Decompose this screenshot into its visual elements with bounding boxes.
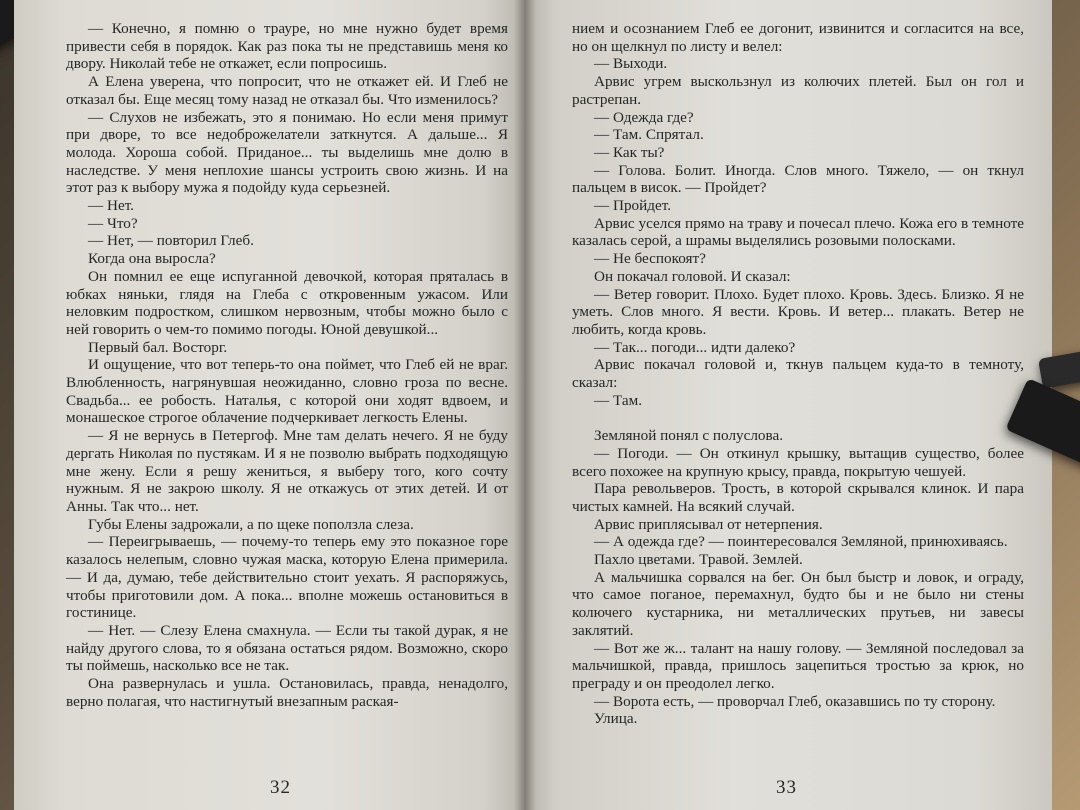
paragraph: — Выходи.: [594, 55, 668, 73]
section-break: [572, 409, 1024, 427]
paragraph: Арвис приплясывал от нетерпения.: [594, 515, 823, 533]
paragraph: — Вот же ж... талант на нашу голову. — Земляной последовал за мальчишкой, правда, пришлось зацепиться тростью за крюк, но преграду и он преодолел легко.: [572, 639, 1024, 692]
paragraph: Арвис уселся прямо на траву и почесал плечо. Кожа его в темноте казалась серой, а шрамы выделялись розовыми полосками.: [572, 214, 1024, 250]
paragraph: — Ворота есть, — проворчал Глеб, оказавшись по ту сторону.: [594, 692, 996, 710]
paragraph: А мальчишка сорвался на бег. Он был быстр и ловок, и ограду, что самое поганое, перемахнул, будто бы и не было ни стены колючего кустарника, ни металлических прутьев, ни завесы заклятий.: [572, 568, 1024, 639]
paragraph: Он помнил ее еще испуганной девочкой, которая пряталась в юбках няньки, глядя на Глеба с откровенным ужасом. Или неловким подростком, слишком нервозным, чтобы можно было с ней говорить о чем-то помимо погоды. Юной девушкой...: [66, 267, 508, 338]
paragraph: — Пройдет.: [594, 197, 672, 215]
paragraph: — Слухов не избежать, это я понимаю. Но если меня примут при дворе, то все недоброжелатели заткнутся. А дальше... Я молода. Хороша собой. Приданое... ты выделишь мне долю в наследстве. У меня неплохие шансы устроить свою жизнь. И на этот раз к выбору мужа я подойду куда серьезней.: [66, 108, 508, 197]
paragraph: — Там.: [594, 391, 643, 409]
paragraph: — Переигрываешь, — почему-то теперь ему это показное горе казалось нелепым, словно чужая маска, которую Елена примерила. — И да, думаю, тебе действительно стоит уехать. Я распоряжусь, чтобы приготовили дом. А пока... вполне можешь остановиться в гостинице.: [66, 533, 508, 622]
paragraph: — Погоди. — Он откинул крышку, вытащив существо, более всего похожее на крупную крысу, правда, покрытую чешуей.: [572, 444, 1024, 480]
page-number-left: 32: [270, 777, 291, 798]
right-page-text: [572, 20, 1024, 728]
paragraph: — Так... погоди... идти далеко?: [594, 338, 796, 356]
paragraph: — Не беспокоят?: [594, 250, 706, 268]
paragraph: Улица.: [594, 710, 638, 728]
book-gutter-shadow: [514, 0, 536, 810]
paragraph: — Нет.: [88, 197, 134, 215]
paragraph: Арвис угрем выскользнул из колючих плетей. Был он гол и растрепан.: [572, 73, 1024, 108]
paragraph: — Я не вернусь в Петергоф. Мне там делать нечего. Я не буду дергать Николая по пустякам. И я не позволю выбрать подходящую мне жену. Если я решу жениться, я выберу того, кого сочту нужным. Я не закрою школу. Я не откажусь от этих детей. И от Анны. Так что... нет.: [66, 427, 508, 515]
right-page: [524, 0, 1052, 810]
page-number-right: 33: [776, 777, 797, 798]
paragraph: — Там. Спрятал.: [594, 126, 704, 144]
paragraph: Земляной понял с полуслова.: [594, 427, 784, 445]
paragraph: Губы Елены задрожали, а по щеке поползла слеза.: [88, 515, 414, 533]
left-page: [14, 0, 524, 810]
paragraph: Арвис покачал головой и, ткнув пальцем куда-то в темноту, сказал:: [572, 356, 1024, 392]
paragraph: Она развернулась и ушла. Остановилась, правда, ненадолго, верно полагая, что настигнутый внезапным раская-: [66, 675, 508, 710]
paragraph: А Елена уверена, что попросит, что не откажет ей. И Глеб не отказал бы. Еще месяц тому назад не отказал бы. Что изменилось?: [66, 73, 508, 108]
paragraph: Он покачал головой. И сказал:: [594, 267, 791, 285]
paragraph: Первый бал. Восторг.: [88, 338, 228, 356]
paragraph: нием и осознанием Глеб ее догонит, извинится и согласится на все, но он щелкнул по листу и велел:: [572, 20, 1024, 55]
left-page-text: [66, 20, 508, 710]
paragraph: Пара револьверов. Трость, в которой скрывался клинок. И пара чистых камней. На всякий случай.: [572, 480, 1024, 515]
paragraph: — Одежда где?: [594, 108, 694, 126]
paragraph: — Что?: [88, 214, 138, 232]
paragraph: — Голова. Болит. Иногда. Слов много. Тяжело, — он ткнул пальцем в висок. — Пройдет?: [572, 161, 1024, 197]
paragraph: Пахло цветами. Травой. Землей.: [594, 551, 803, 569]
paragraph: — А одежда где? — поинтересовался Земляной, принюхиваясь.: [594, 533, 1008, 551]
paragraph: — Как ты?: [594, 143, 665, 161]
paragraph: — Нет. — Слезу Елена смахнула. — Если ты такой дурак, я не найду другого слова, то я обязана остаться рядом. Возможно, скоро ты поймешь, насколько все не так.: [66, 621, 508, 675]
paragraph: — Ветер говорит. Плохо. Будет плохо. Кровь. Здесь. Близко. Я не уметь. Слов много. Я вести. Кровь. И ветер... плакать. Ветер не любить, когда кровь.: [572, 285, 1024, 338]
paragraph: — Конечно, я помню о трауре, но мне нужно будет время привести себя в порядок. Как раз пока ты не представишь меня ко двору. Николай тебе не откажет, если попросишь.: [66, 20, 508, 73]
paragraph: — Нет, — повторил Глеб.: [88, 232, 254, 250]
paragraph: Когда она выросла?: [88, 250, 216, 268]
paragraph: И ощущение, что вот теперь-то она поймет, что Глеб ей не враг. Влюбленность, нагрянувшая неожиданно, словно гроза по весне. Свадьба... ее робость. Наталья, с которой они ходят вдвоем, и монашеское строгое облачение подчеркивает легкость Елены.: [66, 356, 508, 427]
